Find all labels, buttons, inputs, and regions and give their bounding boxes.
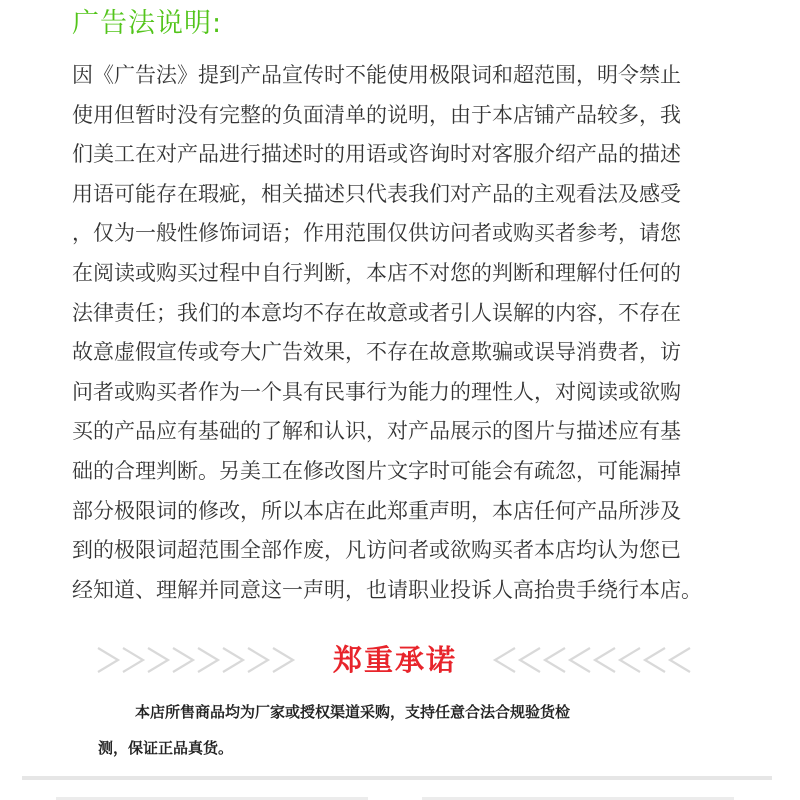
notice-line: 用语可能存在瑕疵，相关描述只代表我们对产品的主观看法及感受 <box>72 181 681 206</box>
notice-line: 使用但暂时没有完整的负面清单的说明，由于本店铺产品较多，我 <box>72 102 681 127</box>
chevrons-left-icon <box>486 642 692 678</box>
notice-line: 法律责任；我们的本意均不存在故意或者引人误解的内容，不存在 <box>72 300 681 325</box>
notice-line: 础的合理判断。另美工在修改图片文字时可能会有疏忽，可能漏掉 <box>72 458 681 483</box>
notice-line: ，仅为一般性修饰词语；作用范围仅供访问者或购买者参考，请您 <box>72 221 681 246</box>
pledge-line: 本店所售商品均为厂家或授权渠道采购，支持任意合法合规验货检 <box>135 703 571 721</box>
pledge-line: 测，保证正品真货。 <box>98 739 234 757</box>
section-divider <box>22 776 772 780</box>
chevrons-right-icon <box>96 642 302 678</box>
notice-line: 部分极限词的修改，所以本店在此郑重声明，本店任何产品所涉及 <box>72 498 681 523</box>
pledge-title: 郑重承诺 <box>332 643 457 677</box>
notice-line: 故意虚假宣传或夸大广告效果，不存在故意欺骗或误导消费者，访 <box>72 340 681 365</box>
notice-body <box>72 56 737 610</box>
notice-line: 经知道、理解并同意这一声明，也请职业投诉人高抬贵手绕行本店。 <box>72 577 702 602</box>
notice-line: 到的极限词超范围全部作废，凡访问者或欲购买者本店均认为您已 <box>72 538 681 563</box>
section-title: 广告法说明: <box>72 8 223 39</box>
notice-line: 问者或购买者作为一个具有民事行为能力的理性人，对阅读或欲购 <box>72 379 681 404</box>
notice-line: 们美工在对产品进行描述时的用语或咨询时对客服介绍产品的描述 <box>72 142 681 167</box>
pledge-body <box>98 694 698 766</box>
pledge-header <box>0 636 800 684</box>
notice-line: 因《广告法》提到产品宣传时不能使用极限词和超范围，明令禁止 <box>72 63 681 87</box>
notice-line: 在阅读或购买过程中自行判断，本店不对您的判断和理解付任何的 <box>72 260 681 285</box>
notice-line: 买的产品应有基础的了解和认识，对产品展示的图片与描述应有基 <box>72 419 681 444</box>
